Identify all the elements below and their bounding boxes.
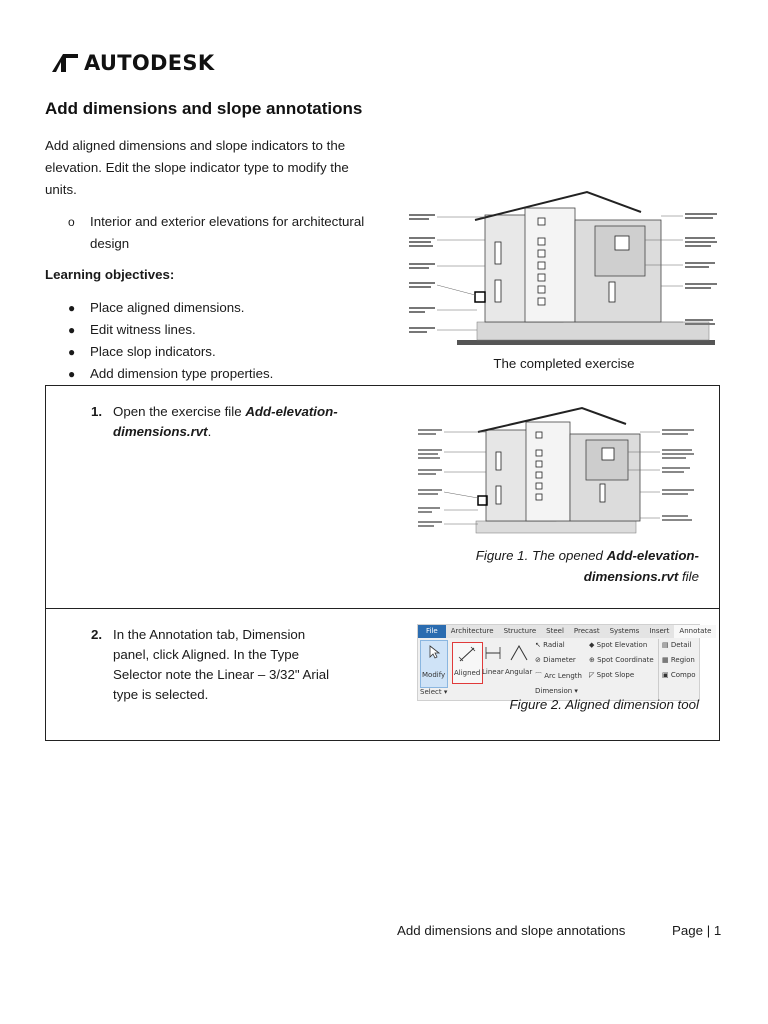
tab-systems[interactable]: Systems xyxy=(609,627,640,635)
tab-insert[interactable]: Insert xyxy=(649,627,670,635)
list-item: ● Place slop indicators. xyxy=(68,341,273,363)
dimension-panel-dropdown[interactable]: Dimension ▾ xyxy=(535,687,578,695)
page-title: Add dimensions and slope annotations xyxy=(45,99,363,118)
cursor-arrow-icon xyxy=(428,645,440,659)
step-1: 1. Open the exercise file Add-elevation-dimensions.rvt. xyxy=(91,404,338,439)
component-icon: ▣ xyxy=(662,671,669,679)
diameter-button[interactable]: ⊘ Diameter xyxy=(535,656,576,664)
footer-title: Add dimensions and slope annotations xyxy=(397,923,626,938)
list-item: ● Add dimension type properties. xyxy=(68,363,273,385)
detail-button[interactable]: ▤ Detail xyxy=(662,641,692,649)
bullet-icon: ● xyxy=(68,367,76,381)
tab-architecture[interactable]: Architecture xyxy=(450,627,494,635)
file-name: Add-elevation-dimensions.rvt xyxy=(113,404,338,439)
region-icon: ▦ xyxy=(662,656,669,664)
steps-table xyxy=(45,385,720,741)
revit-ribbon-image xyxy=(417,624,712,701)
detail-line-icon: ▤ xyxy=(662,641,669,649)
page-number: Page | 1 xyxy=(672,923,722,938)
bullet-icon: ● xyxy=(68,345,76,359)
tab-precast[interactable]: Precast xyxy=(573,627,600,635)
spot-elevation-icon: ◆ xyxy=(589,641,595,649)
modify-button[interactable]: Modify xyxy=(420,640,448,688)
step-row xyxy=(46,386,719,609)
step-row xyxy=(46,609,719,740)
tab-steel[interactable]: Steel xyxy=(546,627,564,635)
objectives-heading: Learning objectives: xyxy=(45,267,175,282)
spot-elevation-button[interactable]: ◆ Spot Elevation xyxy=(589,641,648,649)
bullet-icon: ● xyxy=(68,301,76,315)
spot-coordinate-button[interactable]: ⊕ Spot Coordinate xyxy=(589,656,654,664)
radial-icon: ↖ xyxy=(535,641,541,649)
component-button[interactable]: ▣ Compo xyxy=(662,671,696,679)
objectives-list xyxy=(68,297,273,385)
select-dropdown[interactable]: Select ▾ xyxy=(420,688,448,696)
brand-name: AUTODESK xyxy=(84,51,215,75)
completed-exercise-image xyxy=(407,190,719,350)
arc-length-icon: ⌒ xyxy=(535,672,542,680)
tab-structure[interactable]: Structure xyxy=(503,627,537,635)
caption-file-name: Add-elevation-dimensions.rvt xyxy=(583,548,699,584)
bullet-icon: ● xyxy=(68,323,76,337)
figure-1-image xyxy=(416,406,701,541)
tab-file[interactable]: File xyxy=(418,625,446,638)
linear-button[interactable]: Linear xyxy=(482,642,504,682)
linear-dimension-icon xyxy=(484,644,502,662)
diameter-icon: ⊘ xyxy=(535,656,541,664)
spot-coordinate-icon: ⊕ xyxy=(589,656,595,664)
figure-1-caption: Figure 1. The opened Add-elevation-dimensions.rvt file xyxy=(475,548,699,584)
sub-list-item xyxy=(68,211,368,255)
panel-divider xyxy=(658,639,659,699)
spot-slope-button[interactable]: ◸ Spot Slope xyxy=(589,671,635,679)
figure-2-caption: Figure 2. Aligned dimension tool xyxy=(509,697,699,712)
list-item: ● Place aligned dimensions. xyxy=(68,297,273,319)
aligned-dimension-icon xyxy=(457,645,477,663)
step-2: 2. In the Annotation tab, Dimension panel, click Aligned. In the Type Selector note the Linear – 3/32" Arial type is selected. xyxy=(91,627,330,702)
circle-bullet-icon: o xyxy=(68,215,75,229)
list-item: ● Edit witness lines. xyxy=(68,319,273,341)
autodesk-logo-icon xyxy=(52,54,78,72)
spot-slope-icon: ◸ xyxy=(589,671,595,679)
angular-dimension-icon xyxy=(509,644,529,662)
ribbon-tabs xyxy=(418,625,712,638)
angular-button[interactable]: Angular xyxy=(505,642,533,682)
intro-paragraph: Add aligned dimensions and slope indicators to the elevation. Edit the slope indicator type to modify the units. xyxy=(45,138,349,197)
completed-exercise-caption: The completed exercise xyxy=(493,356,635,371)
sub-item-text: Interior and exterior elevations for architectural design xyxy=(90,214,365,251)
arc-length-button[interactable]: ⌒ Arc Length xyxy=(535,672,582,680)
radial-button[interactable]: ↖ Radial xyxy=(535,641,565,649)
autodesk-logo xyxy=(52,52,214,74)
tab-annotate[interactable]: Annotate xyxy=(674,625,716,638)
aligned-button[interactable]: Aligned xyxy=(452,642,483,684)
region-button[interactable]: ▦ Region xyxy=(662,656,695,664)
